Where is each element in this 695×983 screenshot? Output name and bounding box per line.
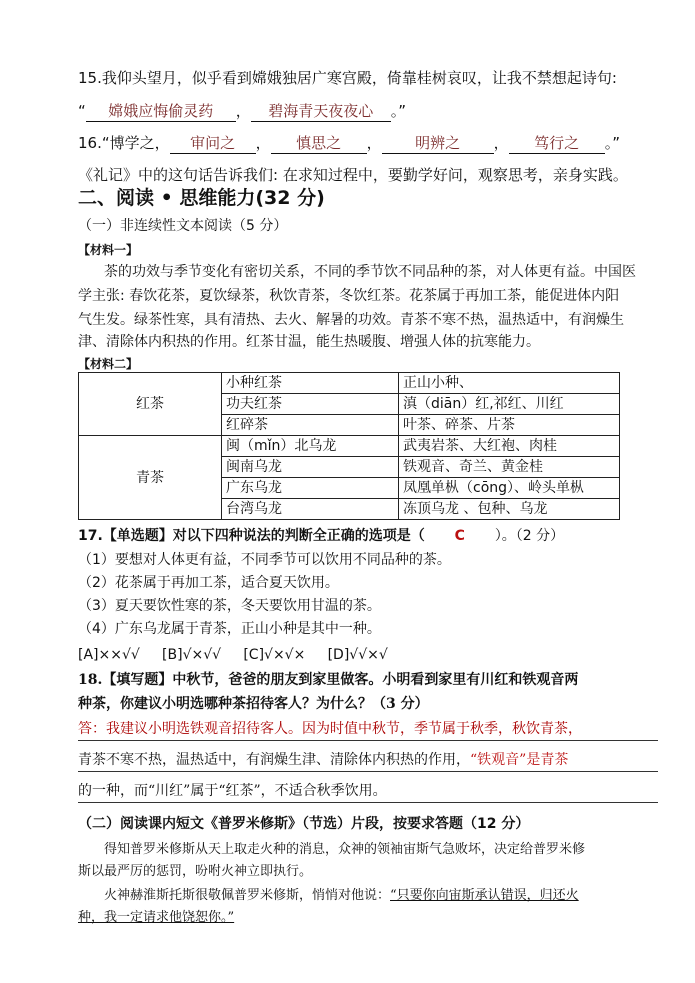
- part-2-p2-quote-cont: 种，我一定请求他饶恕你。”: [78, 910, 235, 925]
- q16-line: [78, 133, 620, 154]
- section-2-title: 二、阅读 • 思维能力(32 分): [78, 187, 325, 209]
- material-1-line-4: 津、清除体内积热的作用。红茶甘温，能生热暖腹、增强人体的抗寒能力。: [78, 334, 540, 350]
- q15-blank-2[interactable]: 碧海青天夜夜心: [251, 101, 391, 122]
- q16-blank-4[interactable]: 笃行之: [509, 133, 605, 154]
- q18-answer-line-1[interactable]: 答：我建议小明选铁观音招待客人。因为时值中秋节，季节属于秋季，秋饮青茶，: [78, 718, 658, 741]
- q17-item-3: （3）夏天要饮性寒的茶，冬天要饮用甘温的茶。: [78, 598, 381, 614]
- part-2-p1b: 斯以最严厉的惩罚，吩咐火神立即执行。: [78, 864, 313, 879]
- table-row: [79, 436, 620, 457]
- q15-open-quote: “: [78, 102, 86, 120]
- q17-stem-a: 17.【单选题】对以下四种说法的判断全正确的选项是（: [78, 528, 425, 544]
- variety-cell: 功夫红茶: [222, 394, 399, 415]
- part-2-p2: [104, 886, 579, 906]
- material-2-tag: 【材料二】: [78, 357, 139, 371]
- examples-cell: 叶茶、碎茶、片茶: [399, 415, 620, 436]
- q16-note: 《礼记》中的这句话告诉我们: 在求知过程中，要勤学好问，观察思考，亲身实践。: [78, 166, 628, 184]
- variety-cell: 小种红茶: [222, 373, 399, 394]
- part-2-p2a: 火神赫淮斯托斯很敬佩普罗米修斯，悄悄对他说：: [104, 888, 391, 903]
- q18-stem-1: 18.【填写题】中秋节，爸爸的朋友到家里做客。小明看到家里有川红和铁观音两: [78, 672, 579, 688]
- category-cell: 红茶: [79, 373, 222, 436]
- q16-comma-2: ，: [366, 134, 382, 152]
- examples-cell: 武夷岩茶、大红袍、肉桂: [399, 436, 620, 457]
- examples-cell: 滇（diān）红,祁红、川红: [399, 394, 620, 415]
- q16-comma-1: ，: [255, 134, 271, 152]
- q16-blank-3[interactable]: 明辨之: [382, 133, 494, 154]
- q18-answer-line-2[interactable]: [78, 749, 658, 772]
- q18-stem-2: 种茶，你建议小明选哪种茶招待客人？为什么？（3 分）: [78, 696, 429, 712]
- material-1-tag: 【材料一】: [78, 243, 139, 257]
- variety-cell: 闽（mǐn）北乌龙: [222, 436, 399, 457]
- part-2-p1a: 得知普罗米修斯从天上取走火种的消息，众神的领袖宙斯气急败坏，决定给普罗米修: [104, 842, 586, 857]
- part-2-p2-quote: “只要你向宙斯承认错误，归还火: [390, 888, 579, 903]
- material-1-line-2: 学主张: 春饮花茶，夏饮绿茶，秋饮青茶，冬饮红茶。花茶属于再加工茶，能促进体内阳: [78, 288, 620, 304]
- q17-answer[interactable]: C: [454, 528, 465, 544]
- section-2-sub-1: （一）非连续性文本阅读（5 分）: [78, 218, 288, 234]
- q17-stem-b: ）。（2 分）: [494, 528, 565, 544]
- q15-sep: ，: [235, 102, 251, 120]
- q16-blank-2[interactable]: 慎思之: [271, 133, 367, 154]
- part-2-title: （二）阅读课内短文《普罗米修斯》（节选）片段，按要求答题（12 分）: [78, 816, 530, 832]
- q18-answer-2-quote: “铁观音”是青茶: [470, 752, 569, 768]
- examples-cell: 正山小种、: [399, 373, 620, 394]
- q17-options: [A]××√√ [B]√×√√ [C]√×√× [D]√√×√: [78, 647, 388, 663]
- material-1-line-1: 茶的功效与季节变化有密切关系，不同的季节饮不同品种的茶，对人体更有益。中国医: [104, 264, 636, 280]
- q16-blank-1[interactable]: 审问之: [170, 133, 256, 154]
- table-row: [79, 373, 620, 394]
- variety-cell: 闽南乌龙: [222, 457, 399, 478]
- q15-answer-line: [78, 101, 406, 122]
- examples-cell: 铁观音、奇兰、黄金桂: [399, 457, 620, 478]
- category-cell: 青茶: [79, 436, 222, 520]
- q17-item-4: （4）广东乌龙属于青茶，正山小种是其中一种。: [78, 621, 381, 637]
- examples-cell: 凤凰单枞（cōng）、岭头单枞: [399, 478, 620, 499]
- q15-blank-1[interactable]: 嫦娥应悔偷灵药: [86, 101, 236, 122]
- material-1-line-3: 气生发。绿茶性寒，具有清热、去火、解暑的功效。青茶不寒不热，温热适中，有润燥生: [78, 312, 624, 328]
- q17-item-1: （1）要想对人体更有益，不同季节可以饮用不同品种的茶。: [78, 552, 451, 568]
- q17-item-2: （2）花茶属于再加工茶，适合夏天饮用。: [78, 575, 339, 591]
- examples-cell: 冻顶乌龙 、包种、乌龙: [399, 499, 620, 520]
- q18-answer-line-3[interactable]: 的一种，而“川红”属于“红茶”，不适合秋季饮用。: [78, 780, 658, 803]
- tea-classification-table: [78, 372, 620, 520]
- q15-close-quote: 。”: [390, 102, 407, 120]
- q16-end: 。”: [604, 134, 620, 152]
- q15-text: 15.我仰头望月，似乎看到嫦娥独居广寒宫殿，倚靠桂树哀叹，让我不禁想起诗句:: [78, 69, 617, 87]
- q16-comma-3: ，: [493, 134, 509, 152]
- variety-cell: 广东乌龙: [222, 478, 399, 499]
- variety-cell: 台湾乌龙: [222, 499, 399, 520]
- q16-prefix: 16.“博学之，: [78, 134, 170, 152]
- q17-stem: [78, 526, 564, 546]
- q18-answer-2a: 青茶不寒不热，温热适中，有润燥生津、清除体内积热的作用，: [78, 752, 470, 768]
- variety-cell: 红碎茶: [222, 415, 399, 436]
